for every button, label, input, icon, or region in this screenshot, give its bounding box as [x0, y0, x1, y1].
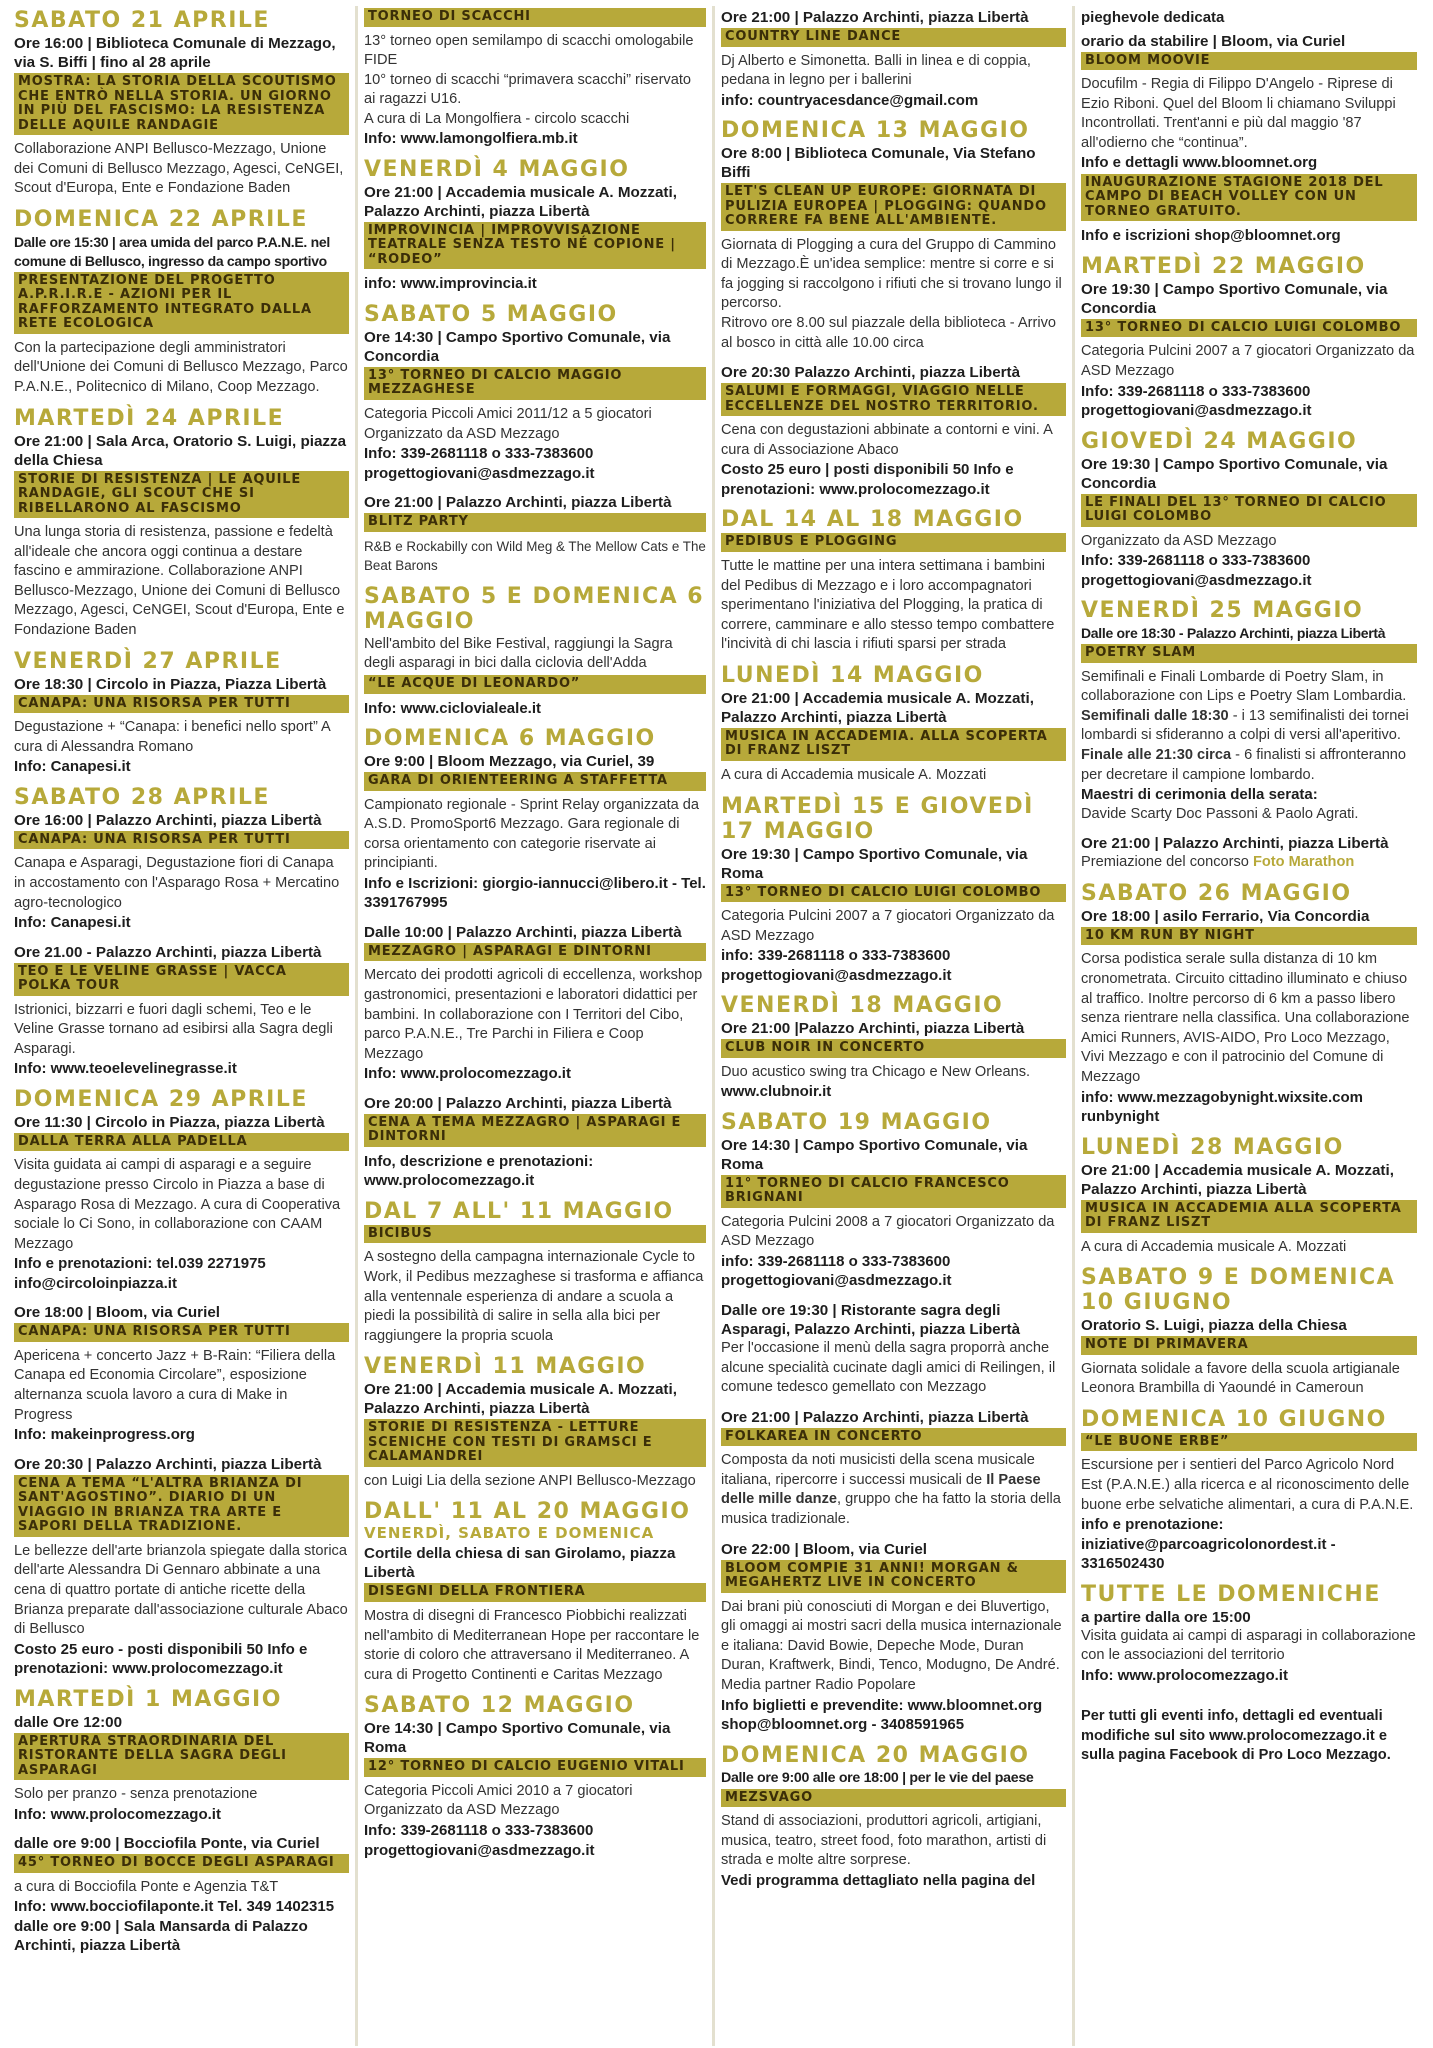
event-7-11-maggio — [364, 1199, 706, 1346]
event-title-bar: LE FINALI DEL 13° TORNEO DI CALCIO LUIGI COLOMBO — [1081, 494, 1417, 527]
event-5-6-maggio — [364, 584, 706, 718]
event-description: Nell'ambito del Bike Festival, raggiungi la Sagra degli asparagi in bici dalla ciclovia dell'Adda — [364, 635, 673, 672]
event-6-maggio — [364, 726, 706, 1191]
event-description: Davide Scarty Doc Passoni & Paolo Agrati. — [1081, 805, 1359, 822]
event-description: Le bellezze dell'arte brianzola spiegate dalla storica dell'arte Alessandra Di Gennaro abbinate a una cena di quattro portate di antiche ricette della Brianza preparate dall'associazione culturale Abaco di Bellusco — [14, 1542, 348, 1638]
event-description: A cura di Accademia musicale A. Mozzati — [1081, 1238, 1347, 1255]
event-when: Ore 19:30 | Campo Sportivo Comunale, via Concordia — [1081, 455, 1388, 492]
event-description: Categoria Pulcini 2007 a 7 giocatori Organizzato da ASD Mezzago — [1081, 343, 1415, 379]
event-info-link[interactable]: Info: www.prolocomezzago.it — [14, 1805, 221, 1823]
event-when: dalle ore 9:00 | Bocciofila Ponte, via Curiel — [14, 1835, 320, 1853]
event-date: VENERDÌ 4 MAGGIO — [364, 156, 630, 182]
event-date: DOMENICA 29 APRILE — [14, 1086, 308, 1112]
event-when: Ore 8:00 | Biblioteca Comunale, Via Stefano Biffi — [721, 145, 1036, 182]
event-title-bar: 12° TORNEO DI CALCIO EUGENIO VITALI — [364, 1758, 706, 1777]
event-info-link[interactable]: Info: www.bocciofilaponte.it Tel. 349 1402315 — [14, 1898, 335, 1916]
event-description: 10° torneo di scacchi “primavera scacchi” riservato ai ragazzi U16. — [364, 71, 692, 108]
event-14-18-maggio — [721, 507, 1066, 654]
event-date: GIOVEDÌ 24 MAGGIO — [1081, 428, 1358, 454]
event-when: dalle Ore 12:00 — [14, 1713, 123, 1731]
event-when: Ore 16:00 | Palazzo Archinti, piazza Libertà — [14, 811, 322, 829]
event-12-maggio — [364, 1693, 706, 1860]
event-description: 13° torneo open semilampo di scacchi omologabile FIDE — [364, 32, 694, 69]
final-label: Finale alle 21:30 circa — [1081, 747, 1232, 764]
event-info-link: Vedi programma dettagliato nella pagina del — [721, 1871, 1036, 1889]
event-24-aprile — [14, 406, 349, 641]
event-when: Ore 9:00 | Bloom Mezzago, via Curiel, 39 — [364, 753, 655, 771]
footer-note: Per tutti gli eventi info, dettagli ed eventuali modifiche sul sito www.prolocomezzago.it e sulla pagina Facebook di Pro Loco Mezzago. — [1081, 1708, 1391, 1764]
event-title-bar: BLOOM COMPIE 31 ANNI! MORGAN & MEGAHERTZ LIVE IN CONCERTO — [721, 1560, 1066, 1593]
event-info-link[interactable]: Info, descrizione e prenotazioni: www.prolocomezzago.it — [364, 1152, 594, 1190]
event-description: Dai brani più conosciuti di Morgan e dei Bluvertigo, gli omaggi ai mostri sacri della musica internazionale e italiana: David Bowie, Depeche Mode, Duran Duran, Kraftwerk, Bindi, Tenco, Modugno, De André. Media partner Radio Popolare — [721, 1598, 1062, 1693]
event-when: Ore 21:00 | Palazzo Archinti, piazza Libertà — [721, 1408, 1029, 1426]
event-when: Ore 14:30 | Campo Sportivo Comunale, via Roma — [364, 1720, 671, 1757]
event-title-bar: MOSTRA: LA STORIA DELLA SCOUTISMO CHE ENTRÒ NELLA STORIA. UN GIORNO IN PIÙ DEL FASCISMO: LA RESISTENZA DELLE AQUILE RANDAGIE — [14, 73, 349, 135]
event-description: Una lunga storia di resistenza, passione e fedeltà all'ideale che ancora oggi continua a destare fascino e ammirazione. Collaborazione ANPI Bellusco-Mezzago, Unione dei Comuni di Bellusco Mezzago, Agesci, CeNGEI, Scout d'Europa, Ente e Fondazione Baden — [14, 524, 345, 639]
event-title-bar: LET'S CLEAN UP EUROPE: GIORNATA DI PULIZIA EUROPEA | PLOGGING: QUANDO CORRERE FA BENE ALL'AMBIENTE. — [721, 183, 1066, 231]
foto-marathon-highlight: Foto Marathon — [1252, 854, 1355, 871]
event-when: Ore 21:00 | Accademia musicale A. Mozzati, Palazzo Archinti, piazza Libertà — [721, 689, 1034, 726]
event-description: Con la partecipazione degli amministratori dell'Unione dei Comuni di Bellusco Mezzago, Parco P.A.N.E., Politecnico di Milano, Coop Mezzago. — [14, 339, 348, 395]
event-title-bar: BLOOM MOOVIE — [1081, 52, 1417, 71]
event-title-bar: 45° TORNEO DI BOCCE DEGLI ASPARAGI — [14, 1854, 349, 1873]
event-24-maggio — [1081, 429, 1417, 591]
host-label: Maestri di cerimonia della serata: — [1081, 786, 1318, 804]
event-26-maggio — [1081, 881, 1417, 1127]
event-country-line-dance — [721, 8, 1066, 110]
event-description: Degustazione + “Canapa: i benefici nello sport” A cura di Alessandra Romano — [14, 719, 330, 755]
event-info-link[interactable]: Info: 339-2681118 o 333-7383600 progettogiovani@asdmezzago.it — [1081, 552, 1312, 589]
event-torneo-scacchi — [364, 8, 706, 149]
event-info-link[interactable]: info: www.improvincia.it — [364, 275, 537, 293]
event-date: SABATO 21 APRILE — [14, 8, 270, 33]
event-bloom-moovie — [1081, 8, 1417, 246]
event-27-aprile — [14, 649, 349, 777]
event-info-link[interactable]: info: 339-2681118 o 333-7383600 progettogiovani@asdmezzago.it — [721, 1252, 952, 1290]
event-when: Ore 21:00 | Accademia musicale A. Mozzati, Palazzo Archinti, piazza Libertà — [364, 183, 677, 220]
event-date: DOMENICA 22 APRILE — [14, 206, 308, 232]
event-when: Ore 20:30 | Palazzo Archinti, piazza Libertà — [14, 1455, 322, 1473]
event-29-aprile — [14, 1087, 349, 1679]
description-text: - i 13 semifinalisti dei tornei lombardi si sfideranno a colpi di versi all'aperitivo. — [1081, 707, 1409, 744]
event-info-link[interactable]: Info: 339-2681118 o 333-7383600 progettogiovani@asdmezzago.it — [364, 445, 595, 482]
event-description: a cura di Bocciofila Ponte e Agenzia T&T — [14, 1878, 279, 1895]
event-title-bar: CANAPA: UNA RISORSA PER TUTTI — [14, 1323, 349, 1342]
event-description: Tutte le mattine per una intera settimana i bambini del Pedibus di Mezzago e i loro accompagnatori sperimentano l'iniziativa del Plogging, la pratica di correre, camminare e allo stesso tempo combattere l'incività di chi lascia i rifiuti sparsi per strada — [721, 557, 1055, 653]
event-description: A cura di La Mongolfiera - circolo scacchi — [364, 110, 630, 127]
event-description: Giornata di Plogging a cura del Gruppo di Cammino di Mezzago.È un'idea semplice: mentre si corre e si fa jogging si raccolgono i rifiuti che si trovano lungo il percorso. — [721, 236, 1062, 312]
event-title-bar: 13° TORNEO DI CALCIO LUIGI COLOMBO — [721, 884, 1066, 903]
event-description: Giornata solidale a favore della scuola artigianale Leonora Brambilla di Yaoundé in Cameroun — [1081, 1360, 1400, 1397]
event-description — [721, 1451, 1066, 1529]
event-date: SABATO 9 E DOMENICA 10 GIUGNO — [1081, 1265, 1396, 1316]
event-title-bar: PEDIBUS E PLOGGING — [721, 533, 1066, 552]
event-info-link[interactable]: Info: makeinprogress.org — [14, 1426, 195, 1444]
event-when: Ore 21:00 | Palazzo Archinti, piazza Libertà — [1081, 835, 1389, 853]
event-info-link[interactable]: Info e Iscrizioni: giorgio-iannucci@libero.it - Tel. 3391767995 — [364, 874, 706, 912]
event-title-bar: MEZZAGRO | ASPARAGI E DINTORNI — [364, 943, 706, 962]
event-title-bar: MUSICA IN ACCADEMIA ALLA SCOPERTA DI FRANZ LISZT — [1081, 1200, 1417, 1233]
event-date: SABATO 5 MAGGIO — [364, 301, 618, 327]
event-title-bar: “LE BUONE ERBE” — [1081, 1433, 1417, 1452]
event-when: Ore 18:30 | Circolo in Piazza, Piazza Libertà — [14, 675, 327, 693]
event-description: Mercato dei prodotti agricoli di eccellenza, workshop gastronomici, presentazioni e laboratori didattici per bambini. In collaborazione con I Territori del Cibo, parco P.A.N.E., Tre Parchi in Filiera e Coop Mezzago — [364, 967, 703, 1062]
event-28-maggio — [1081, 1135, 1417, 1258]
event-description — [1081, 853, 1417, 873]
event-date: MARTEDÌ 22 MAGGIO — [1081, 253, 1366, 279]
column-2 — [355, 6, 712, 2046]
event-11-20-maggio — [364, 1499, 706, 1685]
column-4 — [1072, 6, 1423, 2046]
event-title-bar: SALUMI E FORMAGGI, VIAGGIO NELLE ECCELLENZE DEL NOSTRO TERRITORIO. — [721, 383, 1066, 416]
event-9-10-giugno — [1081, 1265, 1417, 1399]
event-description: Categoria Pulcini 2007 a 7 giocatori Organizzato da ASD Mezzago — [721, 908, 1055, 944]
event-when: Dalle ore 15:30 | area umida del parco P.A.N.E. nel comune di Bellusco, ingresso da campo sportivo — [14, 233, 330, 269]
column-1 — [10, 6, 355, 2046]
event-info-link[interactable]: info: 339-2681118 o 333-7383600 progettogiovani@asdmezzago.it — [721, 947, 952, 984]
event-description: R&B e Rockabilly con Wild Meg & The Mellow Cats e The Beat Barons — [364, 538, 706, 574]
event-title-bar: BLITZ PARTY — [364, 513, 706, 532]
event-title-bar: “LE ACQUE DI LEONARDO” — [364, 675, 706, 694]
event-when: Ore 11:30 | Circolo in Piazza, piazza Libertà — [14, 1113, 325, 1131]
event-date: VENERDÌ 27 APRILE — [14, 648, 282, 674]
event-15-17-maggio — [721, 794, 1066, 986]
event-title-bar: CLUB NOIR IN CONCERTO — [721, 1039, 1066, 1058]
event-description: Ritrovo ore 8.00 sul piazzale della biblioteca - Arrivo al bosco in città alle 10.00 circa — [721, 315, 1057, 351]
event-title-bar: MEZSVAGO — [721, 1789, 1066, 1808]
event-info-link[interactable]: Info biglietti e prevendite: www.bloomnet.org shop@bloomnet.org - 3408591965 — [721, 1696, 1043, 1734]
event-21-aprile — [14, 8, 349, 199]
event-date: DOMENICA 13 MAGGIO — [721, 118, 1030, 144]
event-info-link[interactable]: www.clubnoir.it — [721, 1083, 832, 1101]
event-title-bar: IMPROVINCIA | IMPROVVISAZIONE TEATRALE SENZA TESTO NÉ COPIONE | “RODEO” — [364, 222, 706, 270]
event-when: Ore 21:00 |Palazzo Archinti, piazza Libertà — [721, 1020, 1025, 1038]
event-description — [1081, 746, 1417, 785]
event-title-bar: STORIE DI RESISTENZA | LE AQUILE RANDAGIE, GLI SCOUT CHE SI RIBELLARONO AL FASCISMO — [14, 471, 349, 519]
event-description: Istrionici, bizzarri e fuori dagli schemi, Teo e le Veline Grasse tornano ad esibirsi alla Sagra degli Asparagi. — [14, 1001, 333, 1057]
event-title-bar: CENA A TEMA MEZZAGRO | ASPARAGI E DINTORNI — [364, 1114, 706, 1147]
event-date: LUNEDÌ 28 MAGGIO — [1081, 1134, 1344, 1160]
event-description: Stand di associazioni, produttori agricoli, artigiani, musica, teatro, street food, foto marathon, artisti di strada e molte altre sorprese. — [721, 1813, 1047, 1869]
event-when: Ore 14:30 | Campo Sportivo Comunale, via Roma — [721, 1136, 1028, 1173]
event-description: Apericena + concerto Jazz + B-Rain: “Filiera della Canapa ed Economia Circolare”, esposizione alternanza scuola lavoro a cura di Make in Progress — [14, 1347, 336, 1423]
event-title-bar: TEO E LE VELINE GRASSE | VACCA POLKA TOUR — [14, 963, 349, 996]
event-description: Categoria Piccoli Amici 2010 a 7 giocatori Organizzato da ASD Mezzago — [364, 1782, 633, 1819]
event-when: Ore 16:00 | Biblioteca Comunale di Mezzago, via S. Biffi | fino al 28 aprile — [14, 35, 336, 71]
event-when: Dalle ore 19:30 | Ristorante sagra degli Asparagi, Palazzo Archinti, piazza Libertà — [721, 1301, 1021, 1338]
event-description: Campionato regionale - Sprint Relay organizzata da A.S.D. PromoSport6 Mezzago. Gara regionale di corsa orientamento con categorie riservate ai principianti. — [364, 796, 700, 872]
event-when: Ore 22:00 | Bloom, via Curiel — [721, 1540, 927, 1558]
event-title-bar: MUSICA IN ACCADEMIA. ALLA SCOPERTA DI FRANZ LISZT — [721, 728, 1066, 761]
event-description: Collaborazione ANPI Bellusco-Mezzago, Unione dei Comuni di Bellusco Mezzago, Agesci, CeNGEI, Scout d'Europa, Ente e Fondazione Baden — [14, 141, 344, 197]
event-description: con Luigi Lia della sezione ANPI Bellusco-Mezzago — [364, 1472, 696, 1489]
event-when: orario da stabilire | Bloom, via Curiel — [1081, 32, 1346, 50]
event-when: Cortile della chiesa di san Girolamo, piazza Libertà — [364, 1545, 676, 1582]
event-info-link[interactable]: Costo 25 euro - posti disponibili 50 Info e prenotazioni: www.prolocomezzago.it — [14, 1640, 308, 1678]
event-when: dalle ore 9:00 | Sala Mansarda di Palazzo Archinti, piazza Libertà — [14, 1917, 308, 1954]
event-description: Duo acustico swing tra Chicago e New Orleans. — [721, 1063, 1031, 1080]
event-title-bar: PRESENTAZIONE DEL PROGETTO A.P.R.I.R.E - AZIONI PER IL RAFFORZAMENTO INTEGRATO DALLA RETE ECOLOGICA — [14, 272, 349, 334]
event-title-bar: STORIE DI RESISTENZA - LETTURE SCENICHE CON TESTI DI GRAMSCI E CALAMANDREI — [364, 1419, 706, 1467]
event-1-maggio — [14, 1687, 349, 1955]
event-when: Ore 21:00 | Sala Arca, Oratorio S. Luigi, piazza della Chiesa — [14, 432, 347, 469]
event-description: Visita guidata ai campi di asparagi in collaborazione con le associazioni del territorio — [1081, 1627, 1416, 1664]
event-22-maggio — [1081, 254, 1417, 421]
event-when: Oratorio S. Luigi, piazza della Chiesa — [1081, 1317, 1347, 1335]
event-info-link[interactable]: Info e dettagli www.bloomnet.org — [1081, 154, 1318, 172]
event-info-link[interactable]: Info: www.prolocomezzago.it — [1081, 1666, 1288, 1684]
band-name: Il Paese delle mille danze — [721, 1471, 1041, 1508]
event-5-maggio — [364, 302, 706, 576]
event-20-maggio — [721, 1743, 1066, 1891]
event-info-link[interactable]: Info: www.teoelevelinegrasse.it — [14, 1060, 237, 1078]
event-title-bar: POETRY SLAM — [1081, 644, 1417, 663]
event-date: DOMENICA 10 GIUGNO — [1081, 1406, 1387, 1432]
event-info-link[interactable]: Costo 25 euro | posti disponibili 50 Info e prenotazioni: www.prolocomezzago.it — [721, 461, 1014, 498]
event-title-bar: 10 KM RUN BY NIGHT — [1081, 927, 1417, 946]
event-when: Ore 21:00 | Palazzo Archinti, piazza Libertà — [721, 9, 1029, 26]
event-description: Corsa podistica serale sulla distanza di 10 km cronometrata. Circuito cittadino illuminato e chiuso al traffico. Inoltre percorso di 6 km a passo libero senza rientrare nella classifica. Una collaborazione Amici Runners, AVIS-AIDO, Pro Loco Mezzago, Vivi Mezzago e con il patrocinio del Comune di Mezzago — [1081, 951, 1410, 1085]
event-14-maggio — [721, 663, 1066, 786]
event-date: MARTEDÌ 24 APRILE — [14, 405, 285, 431]
event-description — [1081, 707, 1417, 746]
event-when: Ore 19:30 | Campo Sportivo Comunale, via Roma — [721, 845, 1028, 882]
event-description: Cena con degustazioni abbinate a contorni e vini. A cura di Associazione Abaco — [721, 422, 1053, 458]
event-date: SABATO 5 E DOMENICA 6 MAGGIO — [364, 583, 705, 634]
event-date: DALL' 11 AL 20 MAGGIO — [364, 1499, 691, 1525]
event-when: Ore 14:30 | Campo Sportivo Comunale, via Concordia — [364, 328, 671, 365]
event-title-bar: 11° TORNEO DI CALCIO FRANCESCO BRIGNANI — [721, 1175, 1066, 1208]
event-title-bar: COUNTRY LINE DANCE — [721, 28, 1066, 47]
event-date: SABATO 26 MAGGIO — [1081, 880, 1352, 906]
event-title-bar: INAUGURAZIONE STAGIONE 2018 DEL CAMPO DI BEACH VOLLEY CON UN TORNEO GRATUITO. — [1081, 174, 1417, 222]
event-title-bar: 13° TORNEO DI CALCIO MAGGIO MEZZAGHESE — [364, 367, 706, 400]
event-10-giugno — [1081, 1407, 1417, 1574]
event-title-bar: TORNEO DI SCACCHI — [364, 8, 706, 27]
event-info-link[interactable]: Info: www.lamongolfiera.mb.it — [364, 130, 578, 148]
event-when: Ore 21:00 | Accademia musicale A. Mozzati, Palazzo Archinti, piazza Libertà — [364, 1381, 677, 1418]
event-date: VENERDÌ 11 MAGGIO — [364, 1354, 647, 1380]
event-date: VENERDÌ 25 MAGGIO — [1081, 598, 1364, 624]
event-11-maggio — [364, 1354, 706, 1491]
event-4-maggio — [364, 157, 706, 294]
event-when: Dalle 10:00 | Palazzo Archinti, piazza Libertà — [364, 923, 682, 941]
event-title-bar: CENA A TEMA “L'ALTRA BRIANZA DI SANT'AGOSTINO”. DIARIO DI UN VIAGGIO IN BRIANZA TRA ARTE E SAPORI DELLA TRADIZIONE. — [14, 1475, 349, 1537]
event-date: MARTEDÌ 15 E GIOVEDÌ 17 MAGGIO — [721, 793, 1034, 844]
event-title-bar: GARA DI ORIENTEERING A STAFFETTA — [364, 772, 706, 791]
event-info-link[interactable]: Info: 339-2681118 o 333-7383600 progettogiovani@asdmezzago.it — [364, 1822, 595, 1859]
event-description: Docufilm - Regia di Filippo D'Angelo - Riprese di Ezio Riboni. Quel del Bloom li chiamano Sviluppi Incontrollati. Trent'anni e più dal maggio '87 all'odierno che “continua”. — [1081, 76, 1396, 151]
event-info-link[interactable]: Info: 339-2681118 o 333-7383600 progettogiovani@asdmezzago.it — [1081, 382, 1312, 420]
event-info-link[interactable]: info: countryacesdance@gmail.com — [721, 91, 979, 109]
event-description: Canapa e Asparagi, Degustazione fiori di Canapa in accostamento con l'Asparago Rosa + Mercatino agro-tecnologico — [14, 855, 340, 911]
event-info-link[interactable]: Info: Canapesi.it — [14, 914, 131, 932]
event-when: Ore 21:00 | Palazzo Archinti, piazza Libertà — [364, 494, 672, 512]
event-13-maggio — [721, 118, 1066, 499]
event-date: TUTTE LE DOMENICHE — [1081, 1581, 1381, 1607]
event-description: Semifinali e Finali Lombarde di Poetry Slam, in collaborazione con Lips e Poetry Slam Lombardia. — [1081, 668, 1407, 705]
description-text: , gruppo che ha fatto la storia della musica tradizionale. — [721, 1491, 1061, 1528]
event-description: Solo per pranzo - senza prenotazione — [14, 1786, 258, 1803]
event-description: Categoria Pulcini 2008 a 7 giocatori Organizzato da ASD Mezzago — [721, 1213, 1055, 1250]
event-date: DAL 7 ALL' 11 MAGGIO — [364, 1198, 674, 1224]
event-date: MARTEDÌ 1 MAGGIO — [14, 1686, 282, 1712]
event-when: Ore 18:00 | asilo Ferrario, Via Concordia — [1081, 907, 1370, 925]
event-description: Per l'occasione il menù della sagra proporrà anche alcune specialità cucinate dagli amici di Reilingen, il comune tedesco gemellato con Mezzago — [721, 1339, 1056, 1396]
event-title-bar: CANAPA: UNA RISORSA PER TUTTI — [14, 695, 349, 714]
event-when: a partire dalla ore 15:00 — [1081, 1608, 1251, 1626]
event-title-bar: CANAPA: UNA RISORSA PER TUTTI — [14, 831, 349, 850]
event-info-link[interactable]: Info: www.ciclovialeale.it — [364, 699, 541, 717]
event-19-maggio — [721, 1110, 1066, 1735]
description-text: - 6 finalisti si affronteranno per decretare il campione lombardo. — [1081, 747, 1407, 783]
event-date: DOMENICA 20 MAGGIO — [721, 1742, 1030, 1768]
event-28-aprile — [14, 785, 349, 1079]
event-description: A cura di Accademia musicale A. Mozzati — [721, 766, 987, 783]
event-title-bar: BICIBUS — [364, 1225, 706, 1244]
event-subdate: VENERDÌ, SABATO E DOMENICA — [364, 1524, 655, 1543]
event-info-link[interactable]: info e prenotazione: iniziative@parcoagricolonordest.it - 3316502430 — [1081, 1516, 1336, 1573]
event-description: Dj Alberto e Simonetta. Balli in linea e di coppia, pedana in legno per i ballerini — [721, 52, 1031, 89]
event-when: Dalle ore 9:00 alle ore 18:00 | per le vie del paese — [721, 1769, 1034, 1786]
event-22-aprile — [14, 207, 349, 398]
event-when: Ore 21.00 - Palazzo Archinti, piazza Libertà — [14, 943, 322, 961]
event-date: SABATO 19 MAGGIO — [721, 1109, 992, 1135]
event-date: VENERDÌ 18 MAGGIO — [721, 993, 1004, 1019]
event-description: Mostra di disegni di Francesco Piobbichi realizzati nell'ambito di Mediterranean Hope per raccontare le storie di coloro che attraversano il Mediterraneo. A cura di Progetto Continenti e Caritas Mezzago — [364, 1607, 700, 1683]
event-18-maggio — [721, 993, 1066, 1102]
event-description: Organizzato da ASD Mezzago — [1081, 532, 1277, 549]
description-text: Premiazione del concorso — [1081, 854, 1253, 871]
event-info-link[interactable]: info: www.mezzagobynight.wixsite.com runbynight — [1081, 1088, 1363, 1126]
event-when: Ore 21:00 | Accademia musicale A. Mozzati, Palazzo Archinti, piazza Libertà — [1081, 1161, 1394, 1198]
event-title-bar: 13° TORNEO DI CALCIO LUIGI COLOMBO — [1081, 319, 1417, 338]
event-title-bar: APERTURA STRAORDINARIA DEL RISTORANTE DELLA SAGRA DEGLI ASPARAGI — [14, 1733, 349, 1781]
event-title-bar: DALLA TERRA ALLA PADELLA — [14, 1133, 349, 1152]
event-date: SABATO 28 APRILE — [14, 784, 270, 810]
event-description: Visita guidata ai campi di asparagi e a seguire degustazione presso Circolo in Piazza a base di Asparago Rosa di Mezzago. A cura di Cooperativa sociale lo Ci Sono, in collaborazione con CAAM Mezzago — [14, 1157, 341, 1252]
event-when: Ore 18:00 | Bloom, via Curiel — [14, 1304, 220, 1322]
event-when: Ore 20:30 Palazzo Archinti, piazza Libertà — [721, 364, 1021, 382]
event-date: LUNEDÌ 14 MAGGIO — [721, 662, 984, 688]
event-description: pieghevole dedicata — [1081, 9, 1225, 26]
column-3 — [712, 6, 1072, 2046]
event-title-bar: NOTE DI PRIMAVERA — [1081, 1336, 1417, 1355]
event-info-link[interactable]: Info e prenotazioni: tel.039 2271975 info@circoloinpiazza.it — [14, 1255, 266, 1292]
event-info-link[interactable]: Info: www.prolocomezzago.it — [364, 1065, 571, 1083]
event-25-maggio — [1081, 598, 1417, 873]
event-info-link[interactable]: Info: Canapesi.it — [14, 758, 131, 776]
event-info-link[interactable]: Info e iscrizioni shop@bloomnet.org — [1081, 227, 1341, 245]
event-description: Categoria Piccoli Amici 2011/12 a 5 giocatori Organizzato da ASD Mezzago — [364, 405, 652, 442]
event-tutte-le-domeniche — [1081, 1582, 1417, 1686]
event-when: Ore 19:30 | Campo Sportivo Comunale, via Concordia — [1081, 280, 1388, 317]
semifinal-label: Semifinali dalle 18:30 — [1081, 707, 1229, 724]
event-date: DOMENICA 6 MAGGIO — [364, 726, 656, 752]
event-when: Ore 20:00 | Palazzo Archinti, piazza Libertà — [364, 1094, 672, 1112]
event-title-bar: FOLKAREA IN CONCERTO — [721, 1428, 1066, 1447]
event-title-bar: DISEGNI DELLA FRONTIERA — [364, 1583, 706, 1602]
event-date: SABATO 12 MAGGIO — [364, 1693, 635, 1719]
event-description: A sostegno della campagna internazionale Cycle to Work, il Pedibus mezzaghese si trasforma e affianca alla ventennale esperienza di andare a scuola a piedi la possibilità di salire in sella alla bici per raggiungere la propria scuola — [364, 1249, 704, 1344]
description-text: Composta da noti musicisti della scena musicale italiana, ripercorre i successi musicali de — [721, 1452, 1035, 1488]
event-description: Escursione per i sentieri del Parco Agricolo Nord Est (P.A.N.E.) alla ricerca e al riconoscimento delle buone erbe selvatiche alimentari, a cura di P.A.N.E. — [1081, 1457, 1414, 1513]
event-when: Dalle ore 18:30 - Palazzo Archinti, piazza Libertà — [1081, 625, 1386, 642]
event-date: DAL 14 AL 18 MAGGIO — [721, 507, 1024, 533]
